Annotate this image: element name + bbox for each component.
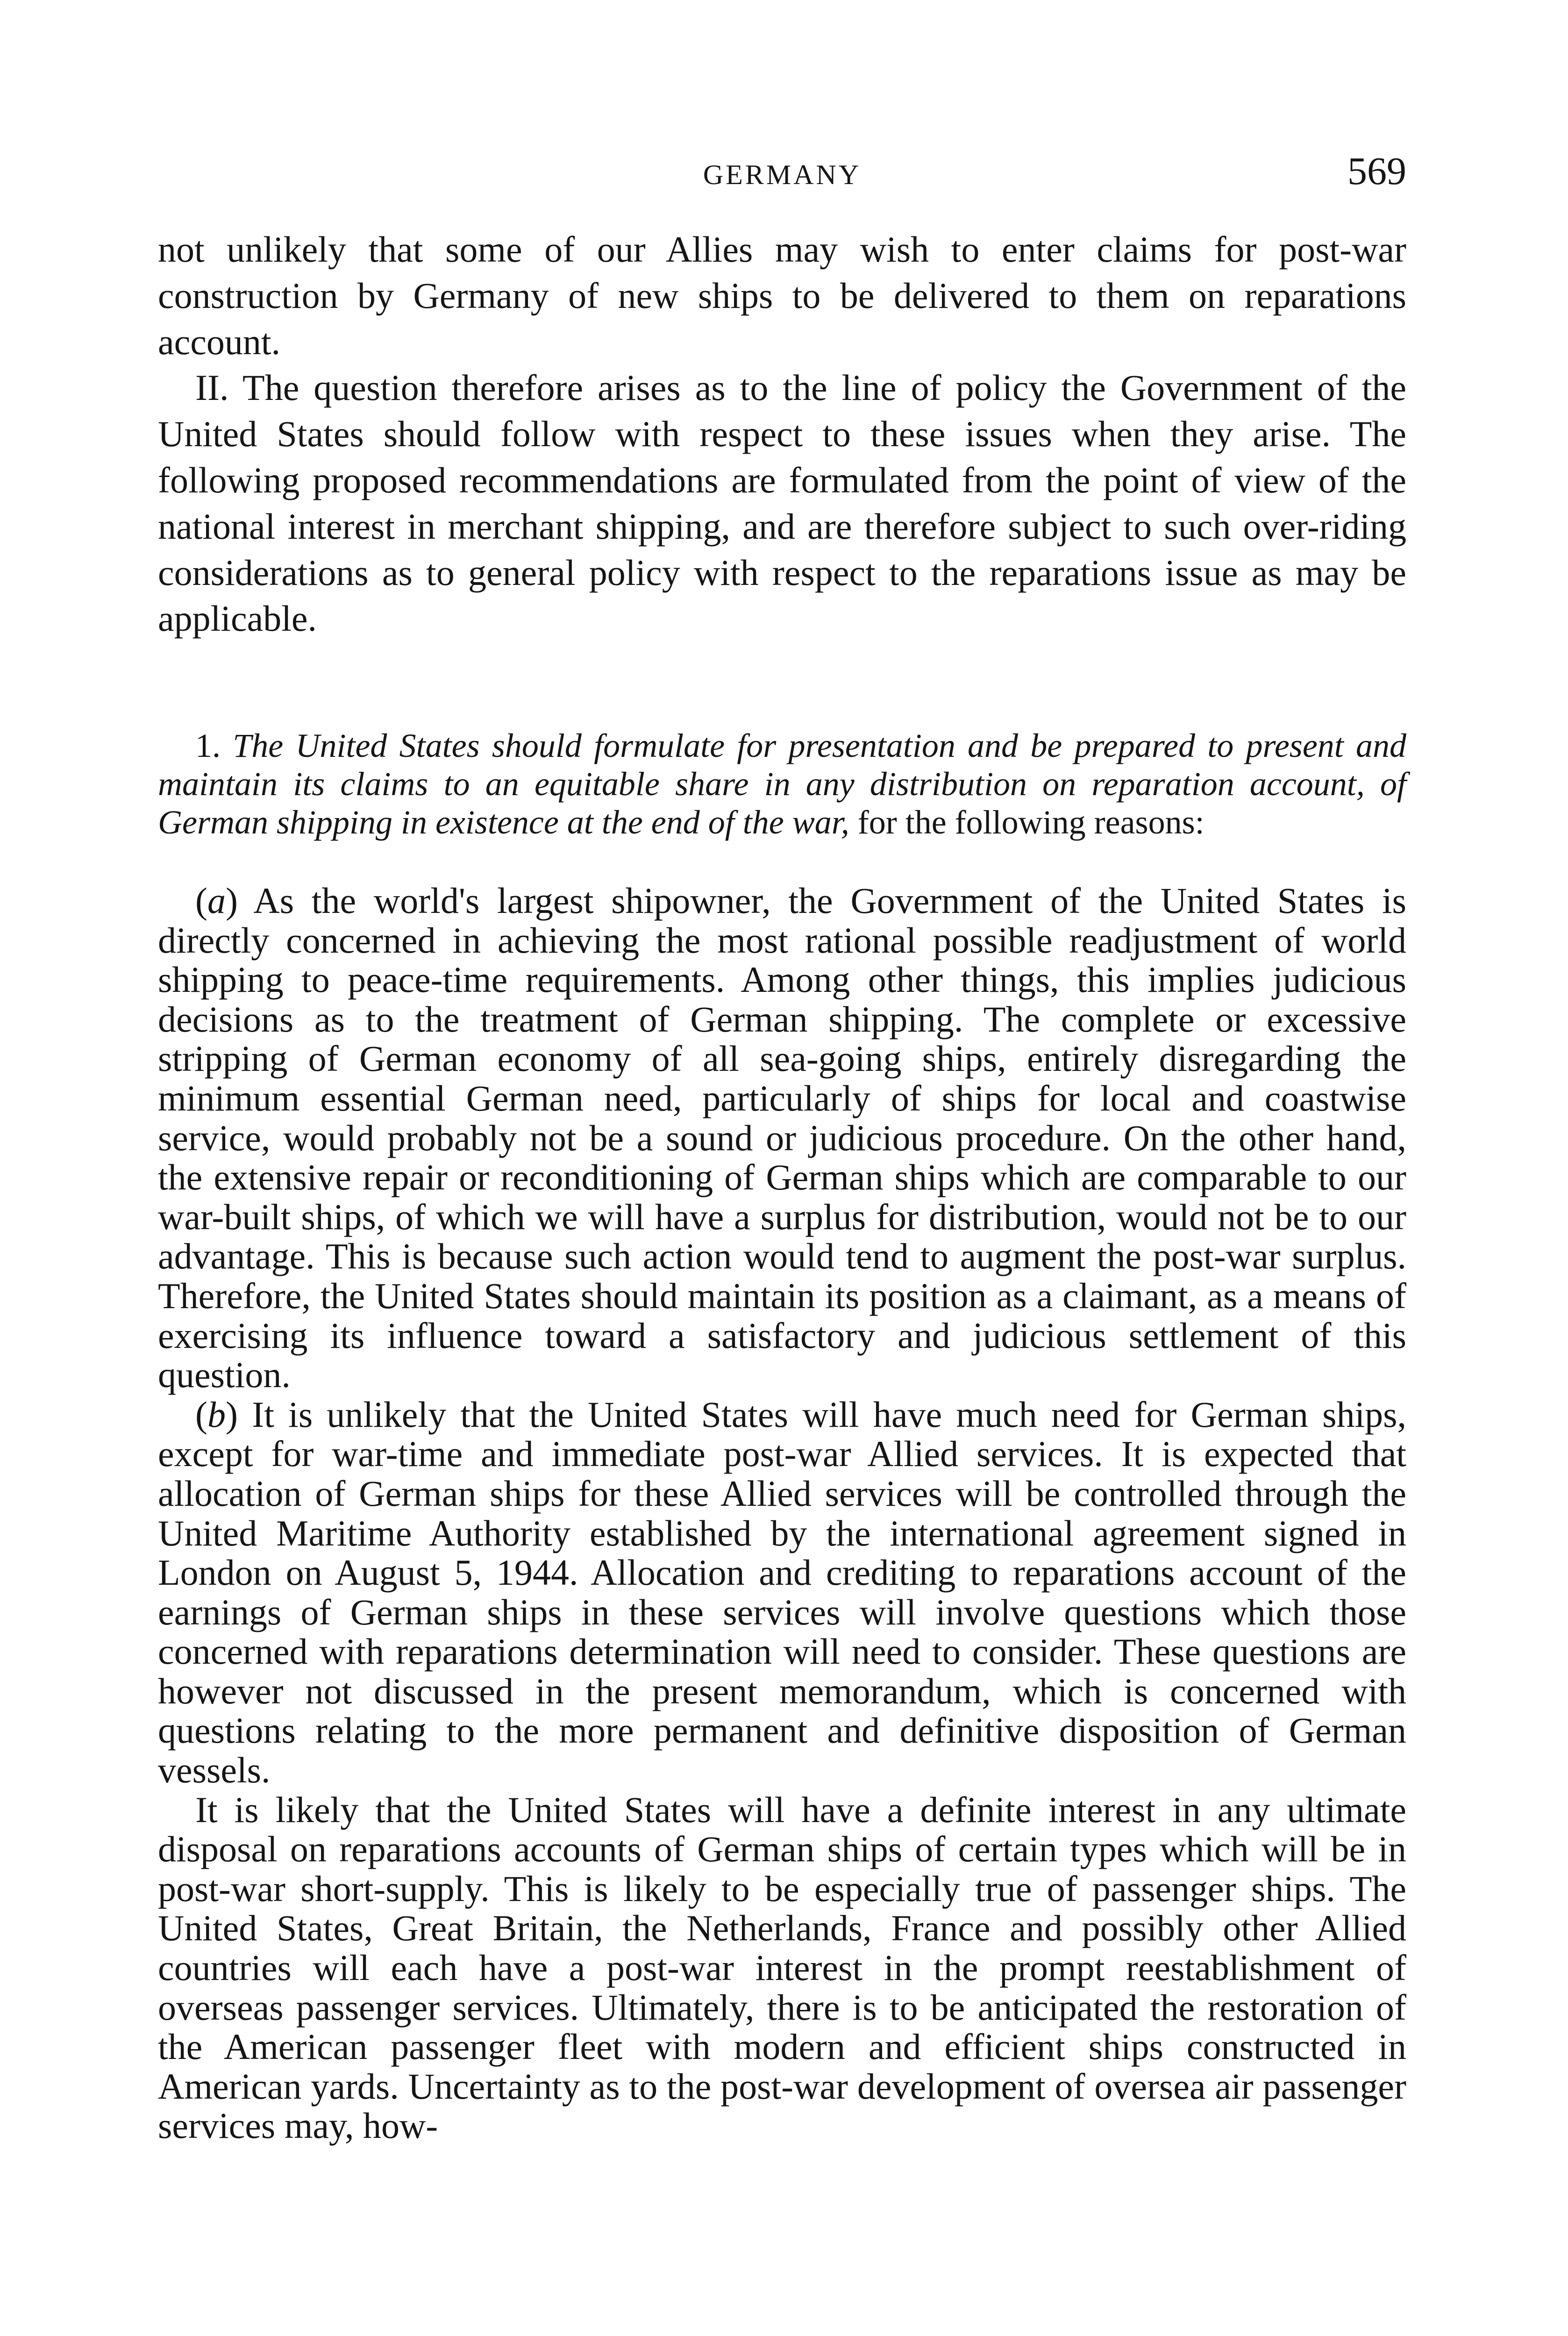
sub-point-b-text: It is unlikely that the United States will have much need for German ships, except for war-time and immediate post-war Allied services. It is expected that allocation of German ships for these Allied services will be controlled through the United Maritime Authority established by the international agreement signed in London on August 5, 1944. Allocation and crediting to reparations account of the earnings of German ships in these services will involve questions which those concerned with reparations determination will need to consider. These questions are however not discussed in the present memorandum, which is concerned with questions relating to the more permanent and definitive disposition of German vessels. bbox=[158, 1394, 1406, 1791]
sub-point-b-letter: b bbox=[207, 1394, 226, 1435]
opening-text-block bbox=[158, 227, 1406, 642]
sub-point-a-letter: a bbox=[207, 880, 226, 921]
paragraph-passenger-ships: It is likely that the United States will have a definite interest in any ultimate disposal on reparations accounts of German ships of certain types which will be in post-war short-supply. This is likely to be especially true of passenger ships. The United States, Great Britain, the Netherlands, France and possibly other Allied countries will each have a post-war interest in the prompt reestablishment of overseas passenger services. Ultimately, there is to be anticipated the restoration of the American passenger fleet with modern and efficient ships constructed in American yards. Uncertainty as to the post-war development of oversea air passenger services may, how- bbox=[158, 1789, 1406, 2146]
paragraph-continuation: not unlikely that some of our Allies may wish to enter claims for post-war construction by Germany of new ships to be delivered to them on reparations account. bbox=[158, 229, 1406, 362]
recommendation-tail: for the following reasons: bbox=[857, 804, 1205, 841]
sub-point-a: (a) As the world's largest shipowner, the Government of the United States is directly concerned in achieving the most rational possible readjustment of world shipping to peace-time requirements. Among other things, this implies judicious decisions as to the treatment of German shipping. The complete or excessive stripping of German economy of all sea-going ships, entirely disregarding the minimum essential German need, particularly of ships for local and coastwise service, would probably not be a sound or judicious procedure. On the other hand, the extensive repair or reconditioning of German ships which are comparable to our war-built ships, of which we will have a surplus for distribution, would not be to our advantage. This is because such action would tend to augment the post-war surplus. Therefore, the United States should maintain its position as a claimant, as a means of exercising its influence toward a satisfactory and judicious settlement of this question. bbox=[158, 880, 1407, 1396]
page-number: 569 bbox=[1347, 150, 1406, 193]
sub-point-a-text: As the world's largest shipowner, the Government of the United States is directly concerned in achieving the most rational possible readjustment of world shipping to peace-time requirements. Among other things, this implies judicious decisions as to the treatment of German shipping. The complete or excessive stripping of German economy of all sea-going ships, entirely disregarding the minimum essential German need, particularly of ships for local and coastwise service, would probably not be a sound or judicious procedure. On the other hand, the extensive repair or reconditioning of German ships which are comparable to our war-built ships, of which we will have a surplus for distribution, would not be to our advantage. This is because such action would tend to augment the post-war surplus. Therefore, the United States should maintain its position as a claimant, as a means of exercising its influence toward a satisfactory and judicious settlement of this question. bbox=[158, 880, 1407, 1396]
recommendation-italic-text: The United States should formulate for presentation and be prepared to present and maintain its claims to an equitable share in any distribution on reparation account, of German shipping in existence at the end of the war, bbox=[158, 727, 1407, 841]
recommendation-block bbox=[158, 726, 1406, 842]
running-title: GERMANY bbox=[703, 159, 862, 190]
sub-points-block bbox=[158, 881, 1406, 2146]
paragraph-section-ii: II. The question therefore arises as to the line of policy the Government of the United States should follow with respect to these issues when they arise. The following proposed recommendations are formulated from the point of view of the national interest in merchant shipping, and are therefore subject to such over-riding considerations as to general policy with respect to the reparations issue as may be applicable. bbox=[158, 367, 1406, 639]
sub-point-b: (b) It is unlikely that the United States will have much need for German ships, except for war-time and immediate post-war Allied services. It is expected that allocation of German ships for these Allied services will be controlled through the United Maritime Authority established by the international agreement signed in London on August 5, 1944. Allocation and crediting to reparations account of the earnings of German ships in these services will involve questions which those concerned with reparations determination will need to consider. These questions are however not discussed in the present memorandum, which is concerned with questions relating to the more permanent and definitive disposition of German vessels. bbox=[158, 1394, 1406, 1791]
running-head bbox=[158, 149, 1406, 191]
recommendation-1 bbox=[158, 726, 1406, 842]
recommendation-number: 1. bbox=[195, 727, 221, 764]
document-page bbox=[158, 0, 1406, 2336]
